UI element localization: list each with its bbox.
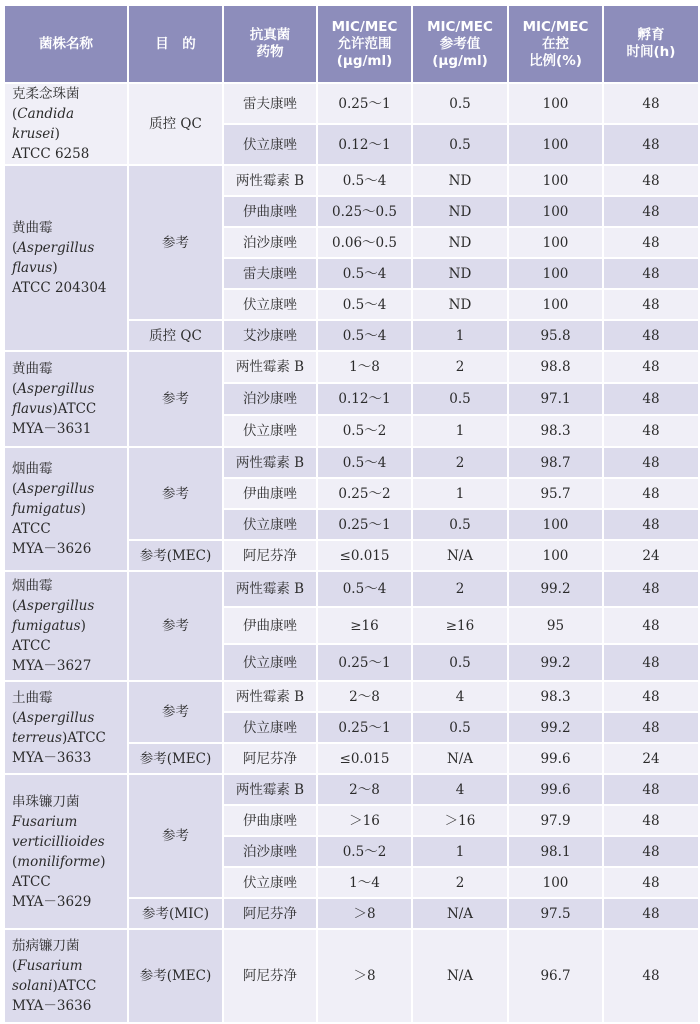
- drug-cell: 阿尼芬净: [223, 898, 317, 929]
- strain-text: 茄病镰刀菌: [12, 938, 80, 954]
- strain-text: MYA－3633: [12, 749, 92, 766]
- pct-cell: 99.2: [508, 571, 603, 607]
- drug-cell: 阿尼芬净: [223, 743, 317, 774]
- range-cell: 0.25～1: [317, 644, 412, 681]
- strain-name-line: [12, 792, 125, 812]
- ref-cell: 4: [412, 681, 508, 712]
- pct-cell: 97.9: [508, 805, 603, 836]
- ref-cell: ND: [412, 289, 508, 320]
- pct-cell: 100: [508, 196, 603, 227]
- pct-cell: 98.7: [508, 447, 603, 478]
- pct-cell: 95.7: [508, 478, 603, 509]
- pct-cell: 95.8: [508, 320, 603, 351]
- strain-name-cell: [4, 447, 128, 571]
- strain-name-line: [12, 832, 125, 852]
- range-cell: ≥16: [317, 607, 412, 644]
- table-row: [4, 774, 699, 805]
- header-ref-line: MIC/MEC: [427, 18, 493, 35]
- time-cell: 48: [603, 805, 699, 836]
- drug-cell: 泊沙康唑: [223, 836, 317, 867]
- range-cell: 0.12～1: [317, 383, 412, 415]
- drug-cell: 阿尼芬净: [223, 929, 317, 1023]
- purpose-cell: 参考: [128, 165, 223, 320]
- strain-name-line: [12, 616, 125, 636]
- time-cell: 48: [603, 258, 699, 289]
- drug-cell: 伊曲康唑: [223, 196, 317, 227]
- range-cell: 2～8: [317, 774, 412, 805]
- purpose-cell: 质控 QC: [128, 320, 223, 351]
- strain-latin-name: solani: [12, 978, 53, 994]
- strain-text: (: [12, 381, 18, 397]
- drug-cell: 艾沙康唑: [223, 320, 317, 351]
- drug-cell: 伊曲康唑: [223, 805, 317, 836]
- table-row: [4, 929, 699, 1023]
- drug-cell: 两性霉素 B: [223, 447, 317, 478]
- range-cell: 0.5～4: [317, 289, 412, 320]
- strain-suffix: ): [100, 853, 106, 870]
- ref-cell: 0.5: [412, 124, 508, 165]
- strain-text: 烟曲霉: [12, 461, 53, 477]
- strain-latin-name: Fusarium: [17, 958, 83, 974]
- pct-cell: 100: [508, 258, 603, 289]
- pct-cell: 98.3: [508, 681, 603, 712]
- table-row: [4, 571, 699, 607]
- strain-name-line: [12, 956, 125, 976]
- header-range: [317, 5, 412, 83]
- drug-cell: 雷夫康唑: [223, 83, 317, 124]
- purpose-cell: 参考(MIC): [128, 898, 223, 929]
- strain-text: ATCC: [12, 873, 51, 890]
- strain-name-line: [12, 688, 125, 708]
- strain-suffix: ): [80, 501, 86, 517]
- header-range-line: MIC/MEC: [331, 18, 398, 35]
- range-cell: 0.5～4: [317, 571, 412, 607]
- strain-text: (: [12, 106, 18, 122]
- pct-cell: 99.2: [508, 644, 603, 681]
- time-cell: 48: [603, 227, 699, 258]
- time-cell: 48: [603, 124, 699, 165]
- purpose-cell: 参考(MEC): [128, 743, 223, 774]
- strain-name-line: [12, 258, 125, 278]
- range-cell: ≤0.015: [317, 743, 412, 774]
- range-cell: 0.5～4: [317, 320, 412, 351]
- strain-name-line: [12, 852, 125, 872]
- strain-name-line: [12, 636, 125, 656]
- strain-text: MYA－3636: [12, 998, 92, 1014]
- drug-cell: 雷夫康唑: [223, 258, 317, 289]
- time-cell: 48: [603, 836, 699, 867]
- header-pct-line: 比例(%): [529, 52, 582, 69]
- strain-latin-name: flavus: [12, 401, 53, 417]
- range-cell: 0.5～4: [317, 258, 412, 289]
- header-time-line: 时间(h): [626, 44, 676, 60]
- range-cell: ≤0.015: [317, 540, 412, 571]
- time-cell: 24: [603, 540, 699, 571]
- strain-text: MYA－3626: [12, 541, 92, 557]
- purpose-cell: 参考: [128, 571, 223, 681]
- pct-cell: 97.5: [508, 898, 603, 929]
- strain-name-line: [12, 419, 125, 439]
- header-pct-line: MIC/MEC: [522, 18, 589, 35]
- strain-text: ATCC: [12, 521, 51, 537]
- strain-name-line: [12, 84, 125, 104]
- range-cell: ＞8: [317, 929, 412, 1023]
- pct-cell: 98.3: [508, 415, 603, 447]
- drug-cell: 伏立康唑: [223, 289, 317, 320]
- strain-text: (: [12, 709, 18, 726]
- pct-cell: 100: [508, 165, 603, 196]
- ref-cell: N/A: [412, 898, 508, 929]
- header-ref-line: 参考值: [439, 35, 481, 52]
- strain-latin-name: Aspergillus: [17, 709, 95, 726]
- header-ref-line: (μg/ml): [432, 52, 488, 69]
- strain-name-cell: [4, 351, 128, 447]
- purpose-cell: 参考(MEC): [128, 540, 223, 571]
- header-drug-line: 抗真菌: [249, 27, 291, 43]
- strain-text: ATCC: [12, 638, 51, 654]
- strain-name-line: [12, 238, 125, 258]
- ref-cell: N/A: [412, 929, 508, 1023]
- table-row: [4, 351, 699, 383]
- drug-cell: 伏立康唑: [223, 509, 317, 540]
- ref-cell: ND: [412, 196, 508, 227]
- ref-cell: ND: [412, 165, 508, 196]
- time-cell: 48: [603, 320, 699, 351]
- pct-cell: 100: [508, 83, 603, 124]
- strain-name-line: [12, 976, 125, 996]
- ref-cell: 1: [412, 478, 508, 509]
- range-cell: ＞16: [317, 805, 412, 836]
- time-cell: 48: [603, 351, 699, 383]
- header-pct: [508, 5, 603, 83]
- strain-text: (: [12, 481, 18, 497]
- strain-name-cell: [4, 681, 128, 774]
- ref-cell: 2: [412, 867, 508, 898]
- pct-cell: 100: [508, 509, 603, 540]
- pct-cell: 99.2: [508, 712, 603, 743]
- ref-cell: 0.5: [412, 644, 508, 681]
- header-range-line: 允许范围: [337, 35, 392, 52]
- range-cell: 0.12～1: [317, 124, 412, 165]
- strain-name-line: [12, 278, 125, 298]
- strain-suffix: )ATCC: [52, 401, 97, 417]
- drug-cell: 伏立康唑: [223, 415, 317, 447]
- strain-name-line: [12, 539, 125, 559]
- strain-latin-name: fumigatus: [12, 618, 81, 634]
- header-time: [603, 5, 699, 83]
- drug-cell: 伏立康唑: [223, 124, 317, 165]
- strain-text: 黄曲霉: [12, 361, 53, 377]
- strain-text: 黄曲霉: [12, 220, 53, 236]
- strain-name-line: [12, 576, 125, 596]
- time-cell: 48: [603, 447, 699, 478]
- time-cell: 48: [603, 196, 699, 227]
- purpose-cell: 参考: [128, 774, 223, 898]
- pct-cell: 96.7: [508, 929, 603, 1023]
- ref-cell: 1: [412, 320, 508, 351]
- pct-cell: 100: [508, 867, 603, 898]
- range-cell: 0.5～2: [317, 836, 412, 867]
- range-cell: 0.5～4: [317, 447, 412, 478]
- time-cell: 48: [603, 571, 699, 607]
- strain-text: 串珠镰刀菌: [12, 793, 80, 810]
- pct-cell: 100: [508, 124, 603, 165]
- strain-suffix: ): [80, 618, 86, 634]
- time-cell: 48: [603, 712, 699, 743]
- ref-cell: 0.5: [412, 383, 508, 415]
- ref-cell: 2: [412, 447, 508, 478]
- header-row: [4, 5, 699, 83]
- ref-cell: 4: [412, 774, 508, 805]
- ref-cell: N/A: [412, 743, 508, 774]
- header-time-line: 孵育: [637, 27, 665, 43]
- strain-text: 土曲霉: [12, 689, 53, 706]
- range-cell: 0.5～4: [317, 165, 412, 196]
- drug-cell: 泊沙康唑: [223, 227, 317, 258]
- strain-name-line: [12, 459, 125, 479]
- range-cell: 0.25～1: [317, 83, 412, 124]
- pct-cell: 99.6: [508, 743, 603, 774]
- strain-name-line: [12, 596, 125, 616]
- strain-name-cell: [4, 571, 128, 681]
- range-cell: 1～4: [317, 867, 412, 898]
- strain-latin-name: Aspergillus: [17, 381, 95, 397]
- purpose-cell: 质控 QC: [128, 83, 223, 165]
- range-cell: ＞8: [317, 898, 412, 929]
- pct-cell: 98.1: [508, 836, 603, 867]
- range-cell: 1～8: [317, 351, 412, 383]
- time-cell: 48: [603, 415, 699, 447]
- pct-cell: 97.1: [508, 383, 603, 415]
- strain-name-line: [12, 708, 125, 728]
- strain-name-line: [12, 748, 125, 768]
- header-pct-line: 在控: [542, 35, 569, 52]
- strain-latin-name: Aspergillus: [17, 481, 95, 497]
- pct-cell: 95: [508, 607, 603, 644]
- strain-name-line: [12, 399, 125, 419]
- purpose-cell: 参考(MEC): [128, 929, 223, 1023]
- strain-text: MYA－3631: [12, 421, 92, 437]
- strain-latin-name: Aspergillus: [17, 598, 95, 614]
- range-cell: 0.25～1: [317, 509, 412, 540]
- strain-name-line: [12, 519, 125, 539]
- drug-cell: 伊曲康唑: [223, 607, 317, 644]
- drug-cell: 泊沙康唑: [223, 383, 317, 415]
- time-cell: 48: [603, 478, 699, 509]
- strain-name-line: [12, 144, 125, 164]
- purpose-cell: 参考: [128, 681, 223, 743]
- strain-name-line: [12, 379, 125, 399]
- strain-latin-name: terreus: [12, 729, 62, 746]
- strain-name-line: [12, 656, 125, 676]
- drug-cell: 两性霉素 B: [223, 571, 317, 607]
- strain-name-line: [12, 936, 125, 956]
- ref-cell: 1: [412, 836, 508, 867]
- strain-suffix: )ATCC: [52, 978, 97, 994]
- pct-cell: 100: [508, 540, 603, 571]
- strain-latin-name: verticillioides: [12, 833, 105, 850]
- drug-cell: 两性霉素 B: [223, 351, 317, 383]
- drug-cell: 阿尼芬净: [223, 540, 317, 571]
- strain-name-line: [12, 996, 125, 1016]
- strain-latin-name: Fusarium: [12, 813, 78, 830]
- header-drug-line: 药物: [256, 44, 284, 60]
- pct-cell: 100: [508, 227, 603, 258]
- drug-cell: 伏立康唑: [223, 867, 317, 898]
- ref-cell: 0.5: [412, 83, 508, 124]
- time-cell: 48: [603, 83, 699, 124]
- time-cell: 48: [603, 165, 699, 196]
- header-strain: 菌株名称: [4, 5, 128, 83]
- strain-latin-name: Aspergillus: [17, 240, 95, 256]
- drug-cell: 两性霉素 B: [223, 165, 317, 196]
- header-ref: [412, 5, 508, 83]
- pct-cell: 99.6: [508, 774, 603, 805]
- time-cell: 48: [603, 867, 699, 898]
- time-cell: 48: [603, 929, 699, 1023]
- header-range-line: (μg/ml): [336, 52, 393, 69]
- strain-suffix: )ATCC: [61, 729, 106, 746]
- ref-cell: 0.5: [412, 509, 508, 540]
- table-row: [4, 447, 699, 478]
- pct-cell: 98.8: [508, 351, 603, 383]
- ref-cell: 1: [412, 415, 508, 447]
- range-cell: 0.5～2: [317, 415, 412, 447]
- mic-qc-table: [3, 4, 700, 1024]
- strain-name-cell: [4, 83, 128, 165]
- header-purpose: 目 的: [128, 5, 223, 83]
- time-cell: 48: [603, 644, 699, 681]
- time-cell: 48: [603, 607, 699, 644]
- time-cell: 48: [603, 681, 699, 712]
- table-row: [4, 83, 699, 124]
- strain-name-line: [12, 499, 125, 519]
- table-row: [4, 165, 699, 196]
- ref-cell: ≥16: [412, 607, 508, 644]
- strain-suffix: ): [52, 260, 58, 276]
- ref-cell: 2: [412, 571, 508, 607]
- strain-suffix: ): [54, 126, 60, 142]
- ref-cell: 2: [412, 351, 508, 383]
- strain-name-line: [12, 359, 125, 379]
- strain-text: (: [12, 598, 18, 614]
- range-cell: 0.25～0.5: [317, 196, 412, 227]
- ref-cell: ND: [412, 227, 508, 258]
- strain-text: 克柔念珠菌: [12, 86, 80, 102]
- strain-text: (: [12, 853, 18, 870]
- strain-text: MYA－3627: [12, 658, 92, 674]
- strain-latin-name: moniliforme: [17, 853, 101, 870]
- strain-name-line: [12, 872, 125, 892]
- strain-name-line: [12, 892, 125, 912]
- strain-name-line: [12, 218, 125, 238]
- time-cell: 48: [603, 898, 699, 929]
- strain-name-line: [12, 812, 125, 832]
- range-cell: 2～8: [317, 681, 412, 712]
- ref-cell: ＞16: [412, 805, 508, 836]
- strain-text: ATCC 6258: [12, 146, 90, 162]
- range-cell: 0.25～1: [317, 712, 412, 743]
- strain-latin-name: Candida krusei: [12, 106, 75, 142]
- strain-text: ATCC 204304: [12, 280, 107, 296]
- time-cell: 48: [603, 289, 699, 320]
- strain-name-line: [12, 479, 125, 499]
- time-cell: 48: [603, 509, 699, 540]
- time-cell: 48: [603, 383, 699, 415]
- strain-text: 烟曲霉: [12, 578, 53, 594]
- drug-cell: 伊曲康唑: [223, 478, 317, 509]
- strain-name-cell: [4, 165, 128, 351]
- drug-cell: 两性霉素 B: [223, 774, 317, 805]
- range-cell: 0.25～2: [317, 478, 412, 509]
- strain-name-line: [12, 728, 125, 748]
- purpose-cell: 参考: [128, 447, 223, 540]
- table-row: [4, 681, 699, 712]
- strain-text: MYA－3629: [12, 893, 92, 910]
- purpose-cell: 参考: [128, 351, 223, 447]
- strain-latin-name: flavus: [12, 260, 53, 276]
- strain-text: (: [12, 958, 18, 974]
- ref-cell: ND: [412, 258, 508, 289]
- ref-cell: N/A: [412, 540, 508, 571]
- header-drug: [223, 5, 317, 83]
- pct-cell: 100: [508, 289, 603, 320]
- time-cell: 24: [603, 743, 699, 774]
- ref-cell: 0.5: [412, 712, 508, 743]
- strain-name-cell: [4, 929, 128, 1023]
- table-body: [4, 83, 699, 1023]
- strain-latin-name: fumigatus: [12, 501, 81, 517]
- range-cell: 0.06～0.5: [317, 227, 412, 258]
- strain-name-line: [12, 104, 125, 144]
- drug-cell: 伏立康唑: [223, 644, 317, 681]
- strain-name-cell: [4, 774, 128, 929]
- strain-text: (: [12, 240, 18, 256]
- drug-cell: 伏立康唑: [223, 712, 317, 743]
- time-cell: 48: [603, 774, 699, 805]
- drug-cell: 两性霉素 B: [223, 681, 317, 712]
